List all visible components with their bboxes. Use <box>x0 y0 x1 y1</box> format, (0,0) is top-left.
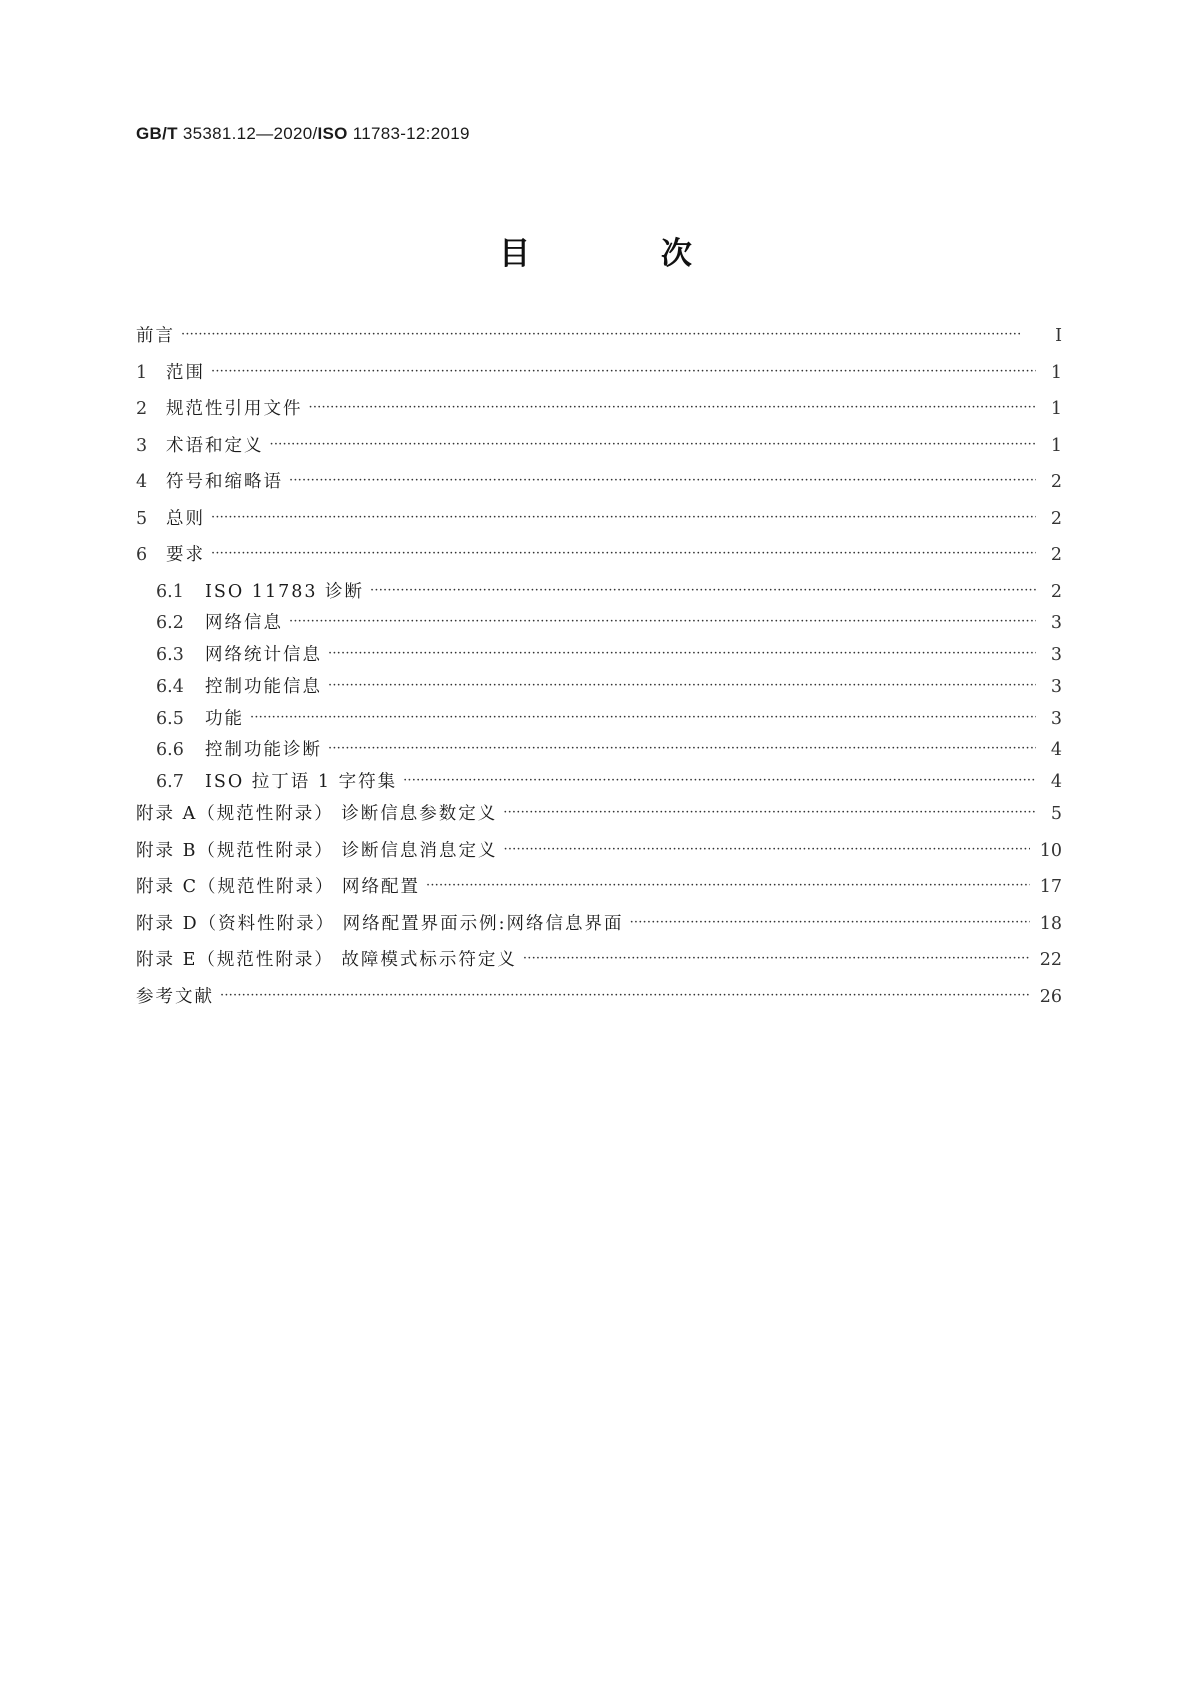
toc-entry-6-6[interactable] <box>136 736 1062 768</box>
toc-leader-dots <box>289 614 1036 629</box>
toc-leader-dots <box>211 510 1036 525</box>
toc-entry-number: 6.1 <box>156 581 184 602</box>
standard-prefix: GB/T <box>136 124 178 143</box>
toc-entry-label: 符号和缩略语 <box>166 472 283 492</box>
toc-page-number: 10 <box>1039 840 1062 861</box>
toc-page-number: 17 <box>1039 877 1062 898</box>
toc-leader-dots <box>270 437 1037 452</box>
toc-entry-label: 控制功能诊断 <box>205 740 322 761</box>
toc-leader-dots <box>328 741 1036 756</box>
toc-entry-label: 功能 <box>205 708 244 729</box>
toc-entry-4[interactable] <box>136 468 1062 505</box>
toc-page-number: 2 <box>1050 508 1062 529</box>
toc-entry-number: 6.2 <box>156 613 184 634</box>
toc-page-number: 2 <box>1050 545 1062 565</box>
toc-entry-6-3[interactable] <box>136 641 1062 673</box>
toc-entry-number: 6.5 <box>156 708 184 729</box>
toc-leader-dots <box>309 400 1037 415</box>
standard-number-header <box>136 124 470 144</box>
toc-entry-2[interactable] <box>136 395 1062 432</box>
toc-entry-3[interactable] <box>136 432 1062 469</box>
toc-leader-dots <box>503 842 1029 857</box>
toc-leader-dots <box>211 364 1036 379</box>
toc-entry-6-4[interactable] <box>136 673 1062 705</box>
toc-entry-annex-c[interactable] <box>136 873 1062 910</box>
toc-page-number: 1 <box>1050 399 1062 419</box>
toc-entry-label: 附录 D（资料性附录） 网络配置界面示例:网络信息界面 <box>136 913 624 934</box>
toc-entry-number: 6.3 <box>156 645 184 666</box>
toc-page-number: 4 <box>1050 740 1062 761</box>
toc-entry-number: 2 <box>136 399 148 419</box>
toc-entry-label: 控制功能信息 <box>205 676 322 697</box>
standard-number: 35381.12—2020/ <box>177 124 318 143</box>
toc-leader-dots <box>523 951 1030 966</box>
toc-leader-dots <box>289 473 1036 488</box>
toc-entry-label: 附录 C（规范性附录） 网络配置 <box>136 877 421 898</box>
toc-page-number: 5 <box>1050 804 1062 825</box>
iso-prefix: ISO <box>317 124 348 143</box>
toc-leader-dots <box>211 546 1036 561</box>
toc-entry-label: 附录 E（规范性附录） 故障模式标示符定义 <box>136 950 517 971</box>
toc-entry-annex-d[interactable] <box>136 910 1062 947</box>
toc-page-number: 1 <box>1050 362 1062 383</box>
toc-page-number: 4 <box>1050 772 1062 793</box>
toc-entry-number: 6.7 <box>156 772 184 793</box>
toc-leader-dots <box>503 805 1036 820</box>
toc-entry-label: 附录 B（规范性附录） 诊断信息消息定义 <box>136 840 498 861</box>
toc-entry-6-5[interactable] <box>136 705 1062 737</box>
toc-page-number: 3 <box>1050 645 1062 666</box>
toc-entry-6[interactable] <box>136 541 1062 578</box>
toc-entry-label: 网络信息 <box>205 613 283 634</box>
toc-page-number: 2 <box>1050 472 1062 492</box>
toc-entry-1[interactable] <box>136 359 1062 396</box>
toc-entry-label: 前言 <box>136 326 175 346</box>
toc-page-number: 3 <box>1050 613 1062 634</box>
toc-leader-dots <box>630 915 1030 930</box>
toc-entry-number: 4 <box>136 472 148 492</box>
toc-entry-number: 6.6 <box>156 740 184 761</box>
toc-page-number: 18 <box>1039 913 1062 934</box>
toc-leader-dots <box>328 646 1036 661</box>
iso-number: 11783-12:2019 <box>347 124 470 143</box>
toc-entry-annex-a[interactable] <box>136 800 1062 837</box>
toc-entry-6-1[interactable] <box>136 578 1062 610</box>
toc-entry-number: 3 <box>136 435 148 456</box>
toc-entry-label: 附录 A（规范性附录） 诊断信息参数定义 <box>136 804 498 825</box>
toc-entry-foreword[interactable] <box>136 322 1062 359</box>
toc-entry-5[interactable] <box>136 505 1062 542</box>
toc-title: 目 次 <box>499 236 752 272</box>
toc-leader-dots <box>370 583 1036 598</box>
toc-entry-bibliography[interactable] <box>136 983 1062 1020</box>
toc-leader-dots <box>426 878 1030 893</box>
toc-entry-label: 总则 <box>166 508 205 529</box>
toc-entry-number: 1 <box>136 362 148 383</box>
toc-leader-dots <box>328 678 1036 693</box>
toc-page-number: Ⅰ <box>1055 326 1062 346</box>
toc-entry-number: 6.4 <box>156 676 184 697</box>
toc-entry-label: ISO 11783 诊断 <box>205 581 365 602</box>
toc-entry-label: 要求 <box>166 545 205 565</box>
toc-page-number: 3 <box>1050 676 1062 697</box>
toc-entry-6-2[interactable] <box>136 609 1062 641</box>
table-of-contents <box>136 322 1062 1019</box>
toc-page-number: 1 <box>1050 435 1062 456</box>
toc-entry-number: 6 <box>136 545 148 565</box>
toc-entry-number: 5 <box>136 508 148 529</box>
toc-entry-label: 术语和定义 <box>166 435 264 456</box>
toc-leader-dots <box>403 773 1036 788</box>
toc-entry-6-7[interactable] <box>136 768 1062 800</box>
toc-entry-label: 范围 <box>166 362 205 383</box>
toc-leader-dots <box>250 710 1036 725</box>
toc-leader-dots <box>181 327 1036 342</box>
toc-entry-label: ISO 拉丁语 1 字符集 <box>205 772 398 793</box>
toc-leader-dots <box>220 988 1030 1003</box>
toc-page-number: 22 <box>1039 950 1062 971</box>
toc-page-number: 3 <box>1050 708 1062 729</box>
toc-entry-label: 规范性引用文件 <box>166 399 303 419</box>
toc-page-number: 26 <box>1039 986 1062 1007</box>
toc-page-number: 2 <box>1050 581 1062 602</box>
toc-entry-label: 网络统计信息 <box>205 645 322 666</box>
toc-entry-annex-e[interactable] <box>136 946 1062 983</box>
toc-entry-label: 参考文献 <box>136 986 214 1007</box>
toc-entry-annex-b[interactable] <box>136 837 1062 874</box>
